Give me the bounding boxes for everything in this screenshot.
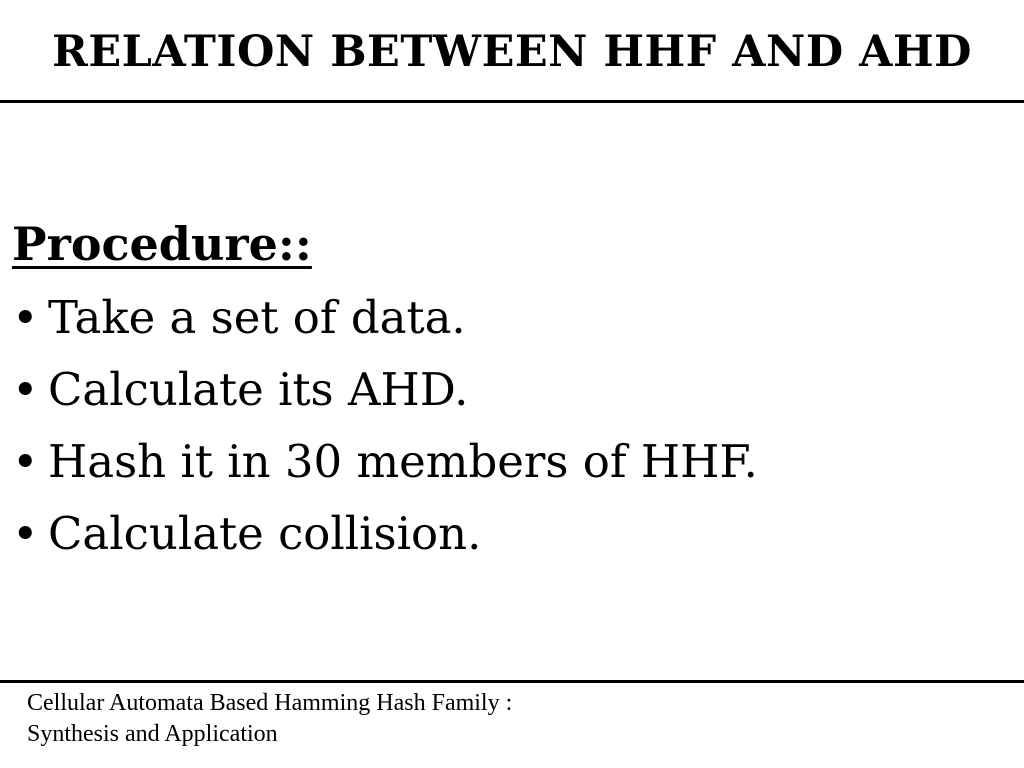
bullet-text: Calculate collision.: [48, 507, 482, 560]
bullet-text: Hash it in 30 members of HHF.: [48, 435, 758, 488]
bottom-divider: [0, 680, 1024, 683]
slide-title: RELATION BETWEEN HHF AND AHD: [52, 27, 972, 77]
footer-line-1: Cellular Automata Based Hamming Hash Family :: [27, 690, 513, 716]
bullet-item: [12, 354, 1012, 426]
bullet-text: Calculate its AHD.: [48, 363, 469, 416]
procedure-heading: Procedure::: [12, 217, 312, 271]
bullet-item: [12, 498, 1012, 570]
bullet-list: [12, 282, 1012, 570]
bullet-icon: •: [12, 363, 39, 416]
top-divider: [0, 100, 1024, 103]
bullet-icon: •: [12, 507, 39, 560]
slide-content: [12, 212, 1012, 570]
bullet-item: [12, 282, 1012, 354]
bullet-item: [12, 426, 1012, 498]
footer: [27, 688, 512, 750]
bullet-icon: •: [12, 435, 39, 488]
bullet-text: Take a set of data.: [48, 291, 466, 344]
bullet-icon: •: [12, 291, 39, 344]
footer-line-2: Synthesis and Application: [27, 721, 278, 747]
